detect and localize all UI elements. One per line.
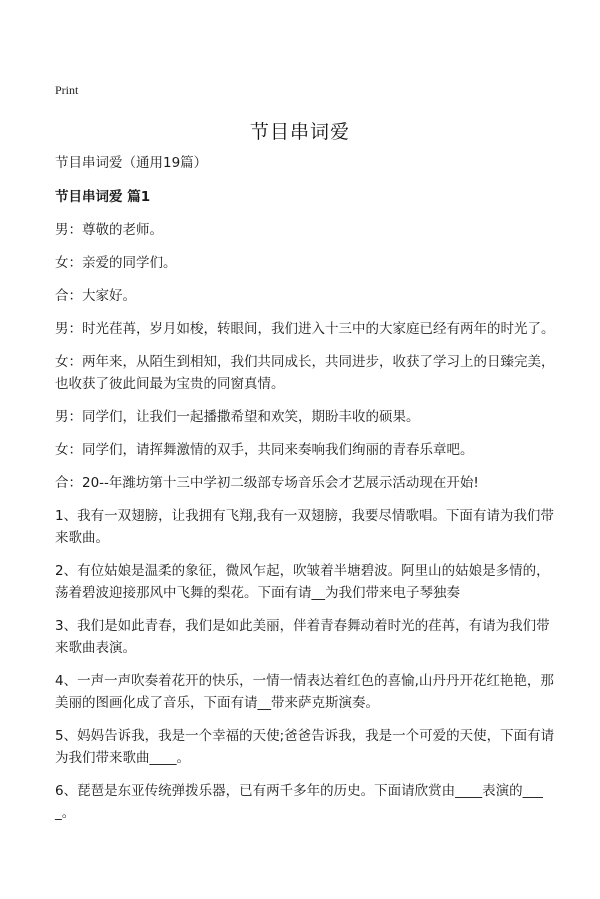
section-heading: 节目串词爱 篇1 (55, 189, 151, 205)
paragraph: 女：亲爱的同学们。 (55, 255, 177, 271)
paragraph: 3、我们是如此青春，我们是如此美丽，伴着青春舞动着时光的荏苒，有请为我们带来歌曲表演。 (55, 618, 550, 656)
paragraph: 4、一声一声吹奏着花开的快乐，一情一情表达着红色的喜愉,山丹丹开花红艳艳，那美丽的图画化成了音乐，下面有请__带来萨克斯演奏。 (55, 673, 554, 711)
paragraph: 女：两年来，从陌生到相知，我们共同成长，共同进步，收获了学习上的日臻完美，也收获了彼此间最为宝贵的同窗真情。 (55, 354, 555, 392)
document-title: 节目串词爱 (249, 121, 350, 143)
document-subtitle: 节目串词爱（通用19篇） (55, 155, 208, 171)
paragraph: 1、我有一双翅膀，让我拥有飞翔,我有一双翅膀，我要尽情歌唱。下面有请为我们带来歌曲。 (55, 508, 554, 546)
paragraph: 男：尊敬的老师。 (55, 222, 163, 238)
paragraph: 6、琵琶是东亚传统弹拨乐器，已有两千多年的历史。下面请欣赏由____表演的____。 (55, 783, 543, 821)
document-body (55, 152, 555, 835)
paragraph: 女：同学们，请挥舞激情的双手，共同来奏响我们绚丽的青春乐章吧。 (55, 442, 474, 458)
paragraph: 合：20--年潍坊第十三中学初二级部专场音乐会才艺展示活动现在开始! (55, 475, 479, 491)
paragraph: 合：大家好。 (55, 288, 136, 304)
paragraph: 男：时光荏苒，岁月如梭，转眼间，我们进入十三中的大家庭已经有两年的时光了。 (55, 321, 555, 337)
paragraph: 5、妈妈告诉我，我是一个幸福的天使;爸爸告诉我，我是一个可爱的天使，下面有请为我们带来歌曲____。 (55, 728, 555, 766)
print-label: Print (55, 83, 79, 97)
paragraph: 男：同学们，让我们一起播撒希望和欢笑，期盼丰收的硕果。 (55, 409, 420, 425)
paragraph: 2、有位姑娘是温柔的象征，微风乍起，吹皱着半塘碧波。阿里山的姑娘是多情的，荡着碧波迎接那风中飞舞的梨花。下面有请__为我们带来电子琴独奏 (55, 563, 550, 601)
